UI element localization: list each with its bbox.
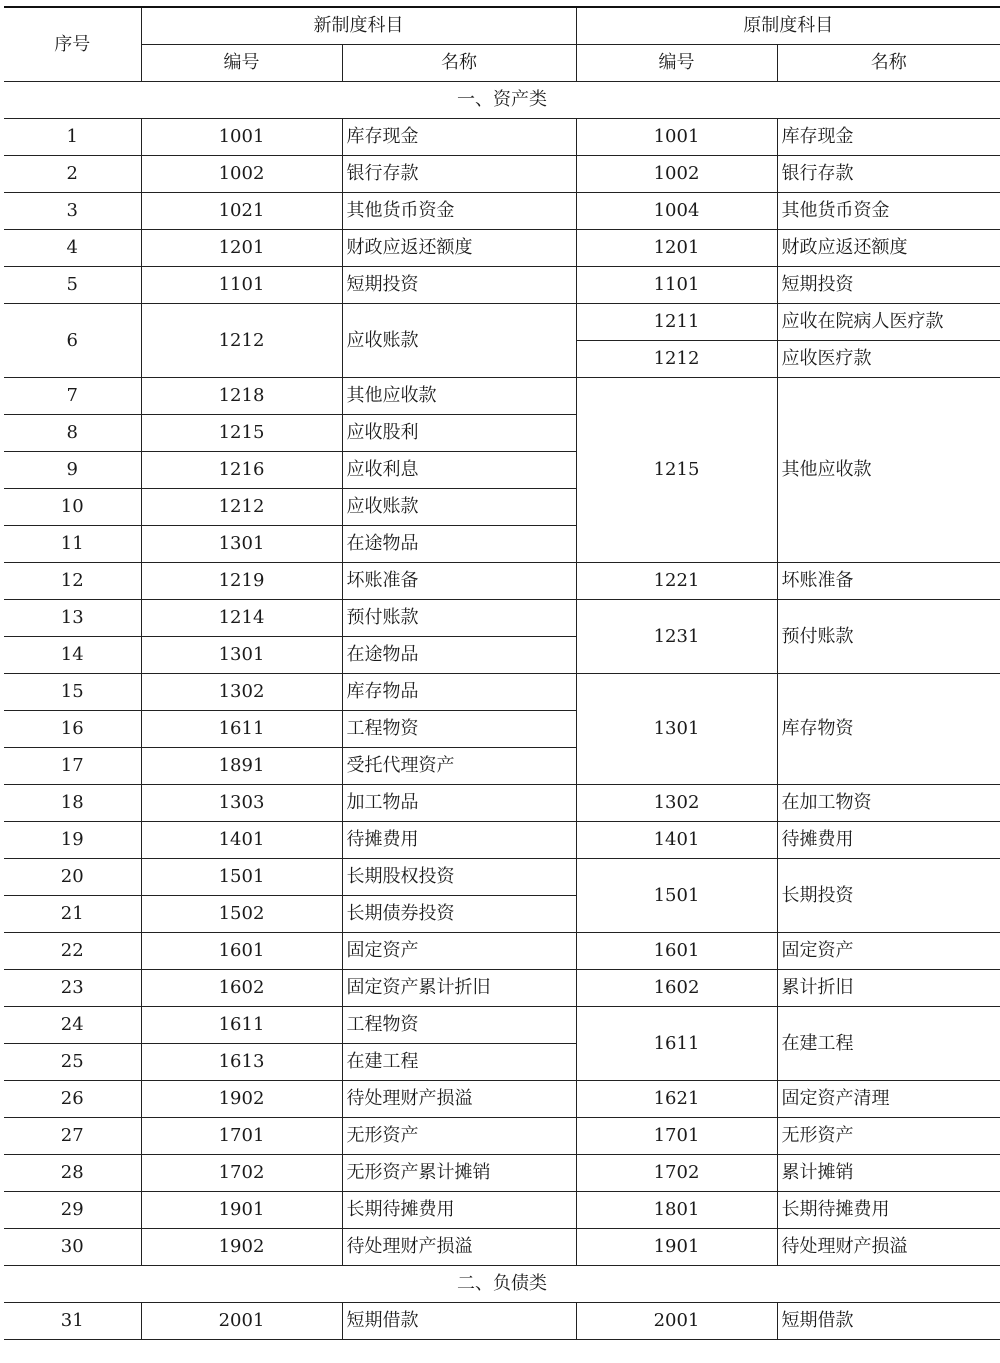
old-name-cell: 长期投资 [777, 859, 1000, 933]
new-name-cell: 长期股权投资 [342, 859, 576, 896]
seq-cell: 25 [4, 1044, 141, 1081]
new-code-cell: 1212 [141, 304, 342, 378]
header-old-system: 原制度科目 [576, 7, 1000, 45]
new-name-cell: 长期债券投资 [342, 896, 576, 933]
category-title: 一、资产类 [4, 82, 1000, 119]
new-code-cell: 1214 [141, 600, 342, 637]
old-code-cell: 1301 [576, 674, 777, 785]
new-name-cell: 待处理财产损溢 [342, 1081, 576, 1118]
new-code-cell: 1702 [141, 1155, 342, 1192]
new-code-cell: 1219 [141, 563, 342, 600]
seq-cell: 27 [4, 1118, 141, 1155]
old-name-cell: 待处理财产损溢 [777, 1229, 1000, 1266]
seq-cell: 6 [4, 304, 141, 378]
old-code-cell: 1901 [576, 1229, 777, 1266]
new-name-cell: 长期待摊费用 [342, 1192, 576, 1229]
table-row [4, 563, 1000, 600]
table-row [4, 933, 1000, 970]
new-name-cell: 财政应返还额度 [342, 230, 576, 267]
seq-cell: 29 [4, 1192, 141, 1229]
new-name-cell: 应收利息 [342, 452, 576, 489]
old-name-cell: 应收在院病人医疗款 [777, 304, 1000, 341]
old-name-cell: 累计摊销 [777, 1155, 1000, 1192]
new-name-cell: 无形资产累计摊销 [342, 1155, 576, 1192]
old-code-cell: 1201 [576, 230, 777, 267]
table-row [4, 230, 1000, 267]
table-row [4, 1081, 1000, 1118]
new-code-cell: 1502 [141, 896, 342, 933]
category-title: 二、负债类 [4, 1266, 1000, 1303]
new-name-cell: 库存物品 [342, 674, 576, 711]
new-code-cell: 1218 [141, 378, 342, 415]
seq-cell: 16 [4, 711, 141, 748]
old-name-cell: 固定资产清理 [777, 1081, 1000, 1118]
new-name-cell: 应收账款 [342, 304, 576, 378]
header-seq: 序号 [4, 7, 141, 82]
new-code-cell: 1303 [141, 785, 342, 822]
new-name-cell: 库存现金 [342, 119, 576, 156]
new-name-cell: 短期借款 [342, 1303, 576, 1340]
seq-cell: 22 [4, 933, 141, 970]
old-code-cell: 1801 [576, 1192, 777, 1229]
seq-cell: 30 [4, 1229, 141, 1266]
old-name-cell: 库存现金 [777, 119, 1000, 156]
new-name-cell: 应收账款 [342, 489, 576, 526]
new-name-cell: 在途物品 [342, 637, 576, 674]
new-name-cell: 待摊费用 [342, 822, 576, 859]
old-name-cell: 无形资产 [777, 1118, 1000, 1155]
old-code-cell: 1601 [576, 933, 777, 970]
header-old-name: 名称 [777, 45, 1000, 82]
table-row [4, 1007, 1000, 1044]
seq-cell: 31 [4, 1303, 141, 1340]
new-name-cell: 在建工程 [342, 1044, 576, 1081]
new-name-cell: 应收股利 [342, 415, 576, 452]
table-header [4, 7, 1000, 82]
seq-cell: 4 [4, 230, 141, 267]
table-row [4, 674, 1000, 711]
seq-cell: 7 [4, 378, 141, 415]
old-code-cell: 1212 [576, 341, 777, 378]
new-name-cell: 银行存款 [342, 156, 576, 193]
new-code-cell: 1101 [141, 267, 342, 304]
table-row [4, 304, 1000, 341]
table-row [4, 822, 1000, 859]
old-name-cell: 坏账准备 [777, 563, 1000, 600]
account-mapping-table [4, 6, 1000, 1340]
header-new-name: 名称 [342, 45, 576, 82]
new-name-cell: 其他应收款 [342, 378, 576, 415]
seq-cell: 28 [4, 1155, 141, 1192]
table-row [4, 119, 1000, 156]
seq-cell: 9 [4, 452, 141, 489]
seq-cell: 18 [4, 785, 141, 822]
header-new-code: 编号 [141, 45, 342, 82]
old-name-cell: 累计折旧 [777, 970, 1000, 1007]
old-name-cell: 其他货币资金 [777, 193, 1000, 230]
table-row [4, 1229, 1000, 1266]
table-row [4, 1155, 1000, 1192]
seq-cell: 21 [4, 896, 141, 933]
old-code-cell: 1004 [576, 193, 777, 230]
table-row [4, 785, 1000, 822]
old-name-cell: 短期借款 [777, 1303, 1000, 1340]
category-row [4, 1266, 1000, 1303]
old-name-cell: 银行存款 [777, 156, 1000, 193]
new-code-cell: 1201 [141, 230, 342, 267]
old-name-cell: 库存物资 [777, 674, 1000, 785]
table-body [4, 82, 1000, 1340]
new-name-cell: 加工物品 [342, 785, 576, 822]
old-name-cell: 预付账款 [777, 600, 1000, 674]
new-code-cell: 1501 [141, 859, 342, 896]
old-name-cell: 财政应返还额度 [777, 230, 1000, 267]
new-name-cell: 待处理财产损溢 [342, 1229, 576, 1266]
seq-cell: 15 [4, 674, 141, 711]
table-row [4, 267, 1000, 304]
new-name-cell: 受托代理资产 [342, 748, 576, 785]
new-code-cell: 1216 [141, 452, 342, 489]
old-code-cell: 1702 [576, 1155, 777, 1192]
seq-cell: 11 [4, 526, 141, 563]
old-code-cell: 1611 [576, 1007, 777, 1081]
seq-cell: 8 [4, 415, 141, 452]
old-code-cell: 1231 [576, 600, 777, 674]
new-code-cell: 1601 [141, 933, 342, 970]
new-code-cell: 1611 [141, 711, 342, 748]
old-code-cell: 1621 [576, 1081, 777, 1118]
table-row [4, 193, 1000, 230]
old-code-cell: 1221 [576, 563, 777, 600]
old-name-cell: 在加工物资 [777, 785, 1000, 822]
new-code-cell: 1301 [141, 637, 342, 674]
new-name-cell: 在途物品 [342, 526, 576, 563]
table-row [4, 970, 1000, 1007]
seq-cell: 2 [4, 156, 141, 193]
seq-cell: 24 [4, 1007, 141, 1044]
new-code-cell: 1901 [141, 1192, 342, 1229]
old-code-cell: 1701 [576, 1118, 777, 1155]
header-old-code: 编号 [576, 45, 777, 82]
table-row [4, 1303, 1000, 1340]
new-code-cell: 1613 [141, 1044, 342, 1081]
old-code-cell: 1101 [576, 267, 777, 304]
old-code-cell: 1211 [576, 304, 777, 341]
table-row [4, 1192, 1000, 1229]
old-code-cell: 1602 [576, 970, 777, 1007]
old-code-cell: 1215 [576, 378, 777, 563]
new-code-cell: 1902 [141, 1229, 342, 1266]
category-row [4, 82, 1000, 119]
new-code-cell: 1302 [141, 674, 342, 711]
new-name-cell: 坏账准备 [342, 563, 576, 600]
new-name-cell: 固定资产累计折旧 [342, 970, 576, 1007]
seq-cell: 13 [4, 600, 141, 637]
new-code-cell: 1215 [141, 415, 342, 452]
new-code-cell: 1701 [141, 1118, 342, 1155]
old-code-cell: 1501 [576, 859, 777, 933]
old-name-cell: 应收医疗款 [777, 341, 1000, 378]
old-name-cell: 其他应收款 [777, 378, 1000, 563]
new-name-cell: 固定资产 [342, 933, 576, 970]
new-code-cell: 1002 [141, 156, 342, 193]
old-code-cell: 1401 [576, 822, 777, 859]
new-name-cell: 无形资产 [342, 1118, 576, 1155]
new-name-cell: 其他货币资金 [342, 193, 576, 230]
new-name-cell: 预付账款 [342, 600, 576, 637]
seq-cell: 5 [4, 267, 141, 304]
seq-cell: 19 [4, 822, 141, 859]
seq-cell: 3 [4, 193, 141, 230]
old-name-cell: 待摊费用 [777, 822, 1000, 859]
old-code-cell: 1002 [576, 156, 777, 193]
table-row [4, 859, 1000, 896]
new-code-cell: 1902 [141, 1081, 342, 1118]
new-code-cell: 1021 [141, 193, 342, 230]
new-code-cell: 2001 [141, 1303, 342, 1340]
new-code-cell: 1401 [141, 822, 342, 859]
table-row [4, 378, 1000, 415]
seq-cell: 26 [4, 1081, 141, 1118]
new-code-cell: 1001 [141, 119, 342, 156]
table-row [4, 600, 1000, 637]
new-code-cell: 1602 [141, 970, 342, 1007]
seq-cell: 14 [4, 637, 141, 674]
table-row [4, 156, 1000, 193]
seq-cell: 23 [4, 970, 141, 1007]
old-name-cell: 在建工程 [777, 1007, 1000, 1081]
new-code-cell: 1301 [141, 526, 342, 563]
new-name-cell: 短期投资 [342, 267, 576, 304]
table-row [4, 1118, 1000, 1155]
old-name-cell: 长期待摊费用 [777, 1192, 1000, 1229]
seq-cell: 10 [4, 489, 141, 526]
old-code-cell: 1302 [576, 785, 777, 822]
seq-cell: 12 [4, 563, 141, 600]
old-code-cell: 1001 [576, 119, 777, 156]
new-code-cell: 1891 [141, 748, 342, 785]
new-code-cell: 1611 [141, 1007, 342, 1044]
old-name-cell: 固定资产 [777, 933, 1000, 970]
old-code-cell: 2001 [576, 1303, 777, 1340]
seq-cell: 1 [4, 119, 141, 156]
new-name-cell: 工程物资 [342, 711, 576, 748]
header-new-system: 新制度科目 [141, 7, 576, 45]
seq-cell: 20 [4, 859, 141, 896]
new-name-cell: 工程物资 [342, 1007, 576, 1044]
new-code-cell: 1212 [141, 489, 342, 526]
seq-cell: 17 [4, 748, 141, 785]
old-name-cell: 短期投资 [777, 267, 1000, 304]
